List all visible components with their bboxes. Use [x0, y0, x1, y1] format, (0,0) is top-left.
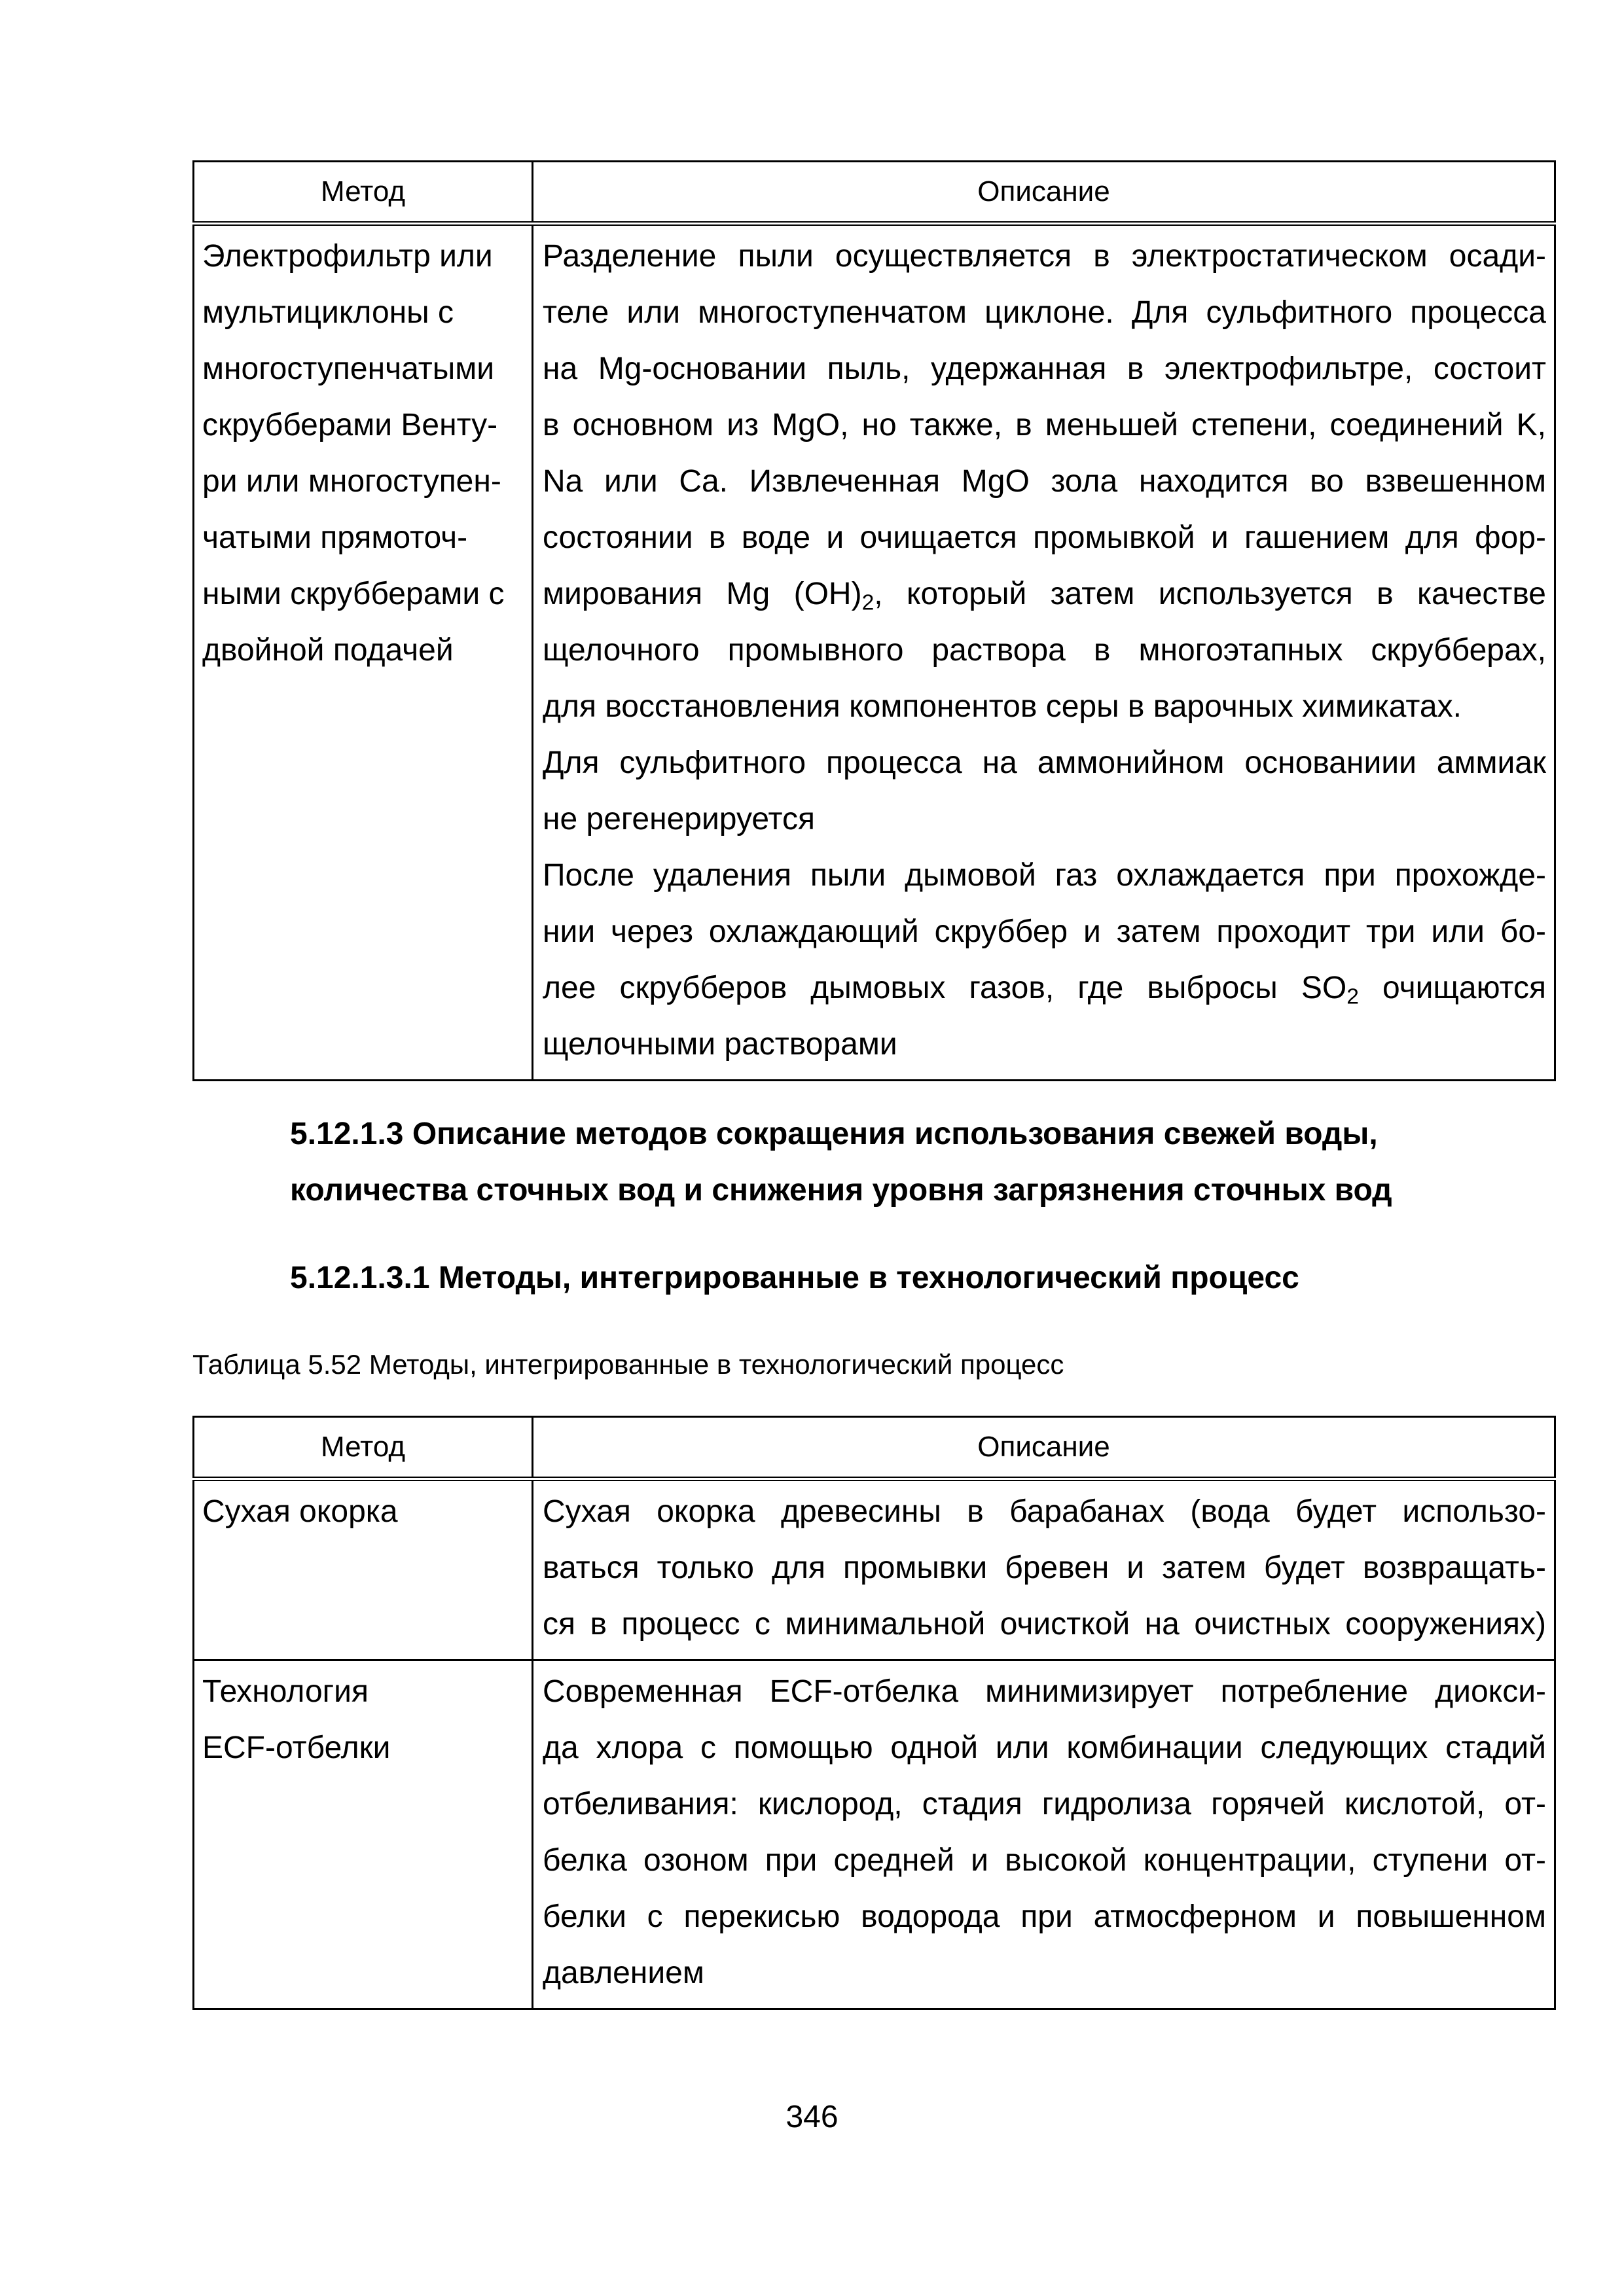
description-line: ся в процесс с минимальной очисткой на очистных сооружениях) — [543, 1607, 1546, 1641]
column-header-method: Метод — [194, 1417, 533, 1479]
description-line: Для сульфитного процесса на аммонийном основаниии аммиак — [543, 745, 1546, 780]
method-line: мультициклоны с — [202, 295, 454, 330]
page-number: 346 — [785, 2100, 839, 2134]
description-line: на Mg-основании пыль, удержанная в электрофильтре, состоит — [543, 351, 1546, 386]
method-line: чатыми прямоточ- — [202, 520, 468, 555]
description-cell — [533, 224, 1555, 1081]
formula-text: мирования Mg (OH) — [543, 577, 862, 611]
table-caption: Таблица 5.52 Методы, интегрированные в технологический процесс — [192, 1349, 1064, 1380]
section-heading-line: 5.12.1.3 Описание методов сокращения использования свежей воды, — [290, 1117, 1378, 1151]
description-line: щелочного промывного раствора в многоэтапных скрубберах, — [543, 633, 1546, 668]
description-text: очищаются — [1358, 971, 1546, 1005]
column-header-description: Описание — [533, 1417, 1555, 1479]
description-line: белка озоном при средней и высокой концентрации, ступени от- — [543, 1843, 1546, 1878]
method-line: двойной подачей — [202, 633, 454, 668]
section-heading-line: количества сточных вод и снижения уровня загрязнения сточных вод — [290, 1173, 1392, 1208]
description-line: не регенерируется — [543, 802, 815, 836]
description-text: лее скрубберов дымовых газов, где выбросы SO — [543, 971, 1347, 1005]
description-line-with-subscript — [543, 960, 1546, 1016]
description-text: , который затем используется в качестве — [874, 577, 1546, 611]
table-dust-methods — [192, 160, 1556, 1081]
method-line: скрубберами Венту- — [202, 408, 498, 442]
table-integrated-methods — [192, 1416, 1556, 2010]
description-line: состоянии в воде и очищается промывкой и гашением для фор- — [543, 520, 1546, 555]
description-line: теле или многоступенчатом циклоне. Для сульфитного процесса — [543, 295, 1546, 330]
method-line: ри или многоступен- — [202, 464, 501, 499]
table-row — [194, 224, 1555, 1081]
description-line: После удаления пыли дымовой газ охлаждается при прохожде- — [543, 858, 1546, 893]
method-cell — [194, 224, 533, 1081]
method-line: Сухая окорка — [202, 1494, 398, 1529]
method-line: Технология — [202, 1674, 369, 1709]
description-line: белки с перекисью водорода при атмосферном и повышенном — [543, 1899, 1546, 1934]
subscript: 2 — [861, 590, 875, 615]
description-line: да хлора с помощью одной или комбинации следующих стадий — [543, 1731, 1546, 1765]
method-line: многоступенчатыми — [202, 351, 495, 386]
method-cell — [194, 1479, 533, 1660]
description-line: ваться только для промывки бревен и затем будет возвращать- — [543, 1551, 1546, 1585]
description-line: для восстановления компонентов серы в варочных химикатах. — [543, 689, 1462, 724]
table-header-row — [194, 162, 1555, 224]
section-heading — [290, 1106, 1494, 1219]
description-cell — [533, 1660, 1555, 2009]
description-line: в основном из MgO, но также, в меньшей степени, соединений K, — [543, 408, 1546, 442]
subscript: 2 — [1346, 984, 1359, 1009]
table-row — [194, 1660, 1555, 2009]
method-cell — [194, 1660, 533, 2009]
description-line-with-subscript — [543, 566, 1546, 622]
table-header-row — [194, 1417, 1555, 1479]
column-header-description: Описание — [533, 162, 1555, 224]
description-line: нии через охлаждающий скруббер и затем проходит три или бо- — [543, 914, 1546, 949]
description-line: отбеливания: кислород, стадия гидролиза горячей кислотой, от- — [543, 1787, 1546, 1821]
description-line: щелочными растворами — [543, 1027, 897, 1062]
description-line: давлением — [543, 1956, 704, 1990]
method-line: ными скрубберами с — [202, 577, 505, 611]
description-line: Разделение пыли осуществляется в электростатическом осади- — [543, 239, 1546, 274]
subsection-heading: 5.12.1.3.1 Методы, интегрированные в технологический процесс — [290, 1261, 1299, 1295]
method-line: ECF-отбелки — [202, 1731, 391, 1765]
method-line: Электрофильтр или — [202, 239, 493, 274]
column-header-method: Метод — [194, 162, 533, 224]
description-cell — [533, 1479, 1555, 1660]
table-row — [194, 1479, 1555, 1660]
description-line: Сухая окорка древесины в барабанах (вода будет использо- — [543, 1494, 1546, 1529]
description-line: Современная ECF-отбелка минимизирует потребление диокси- — [543, 1674, 1546, 1709]
description-line: Na или Ca. Извлеченная MgO зола находится во взвешенном — [543, 464, 1546, 499]
